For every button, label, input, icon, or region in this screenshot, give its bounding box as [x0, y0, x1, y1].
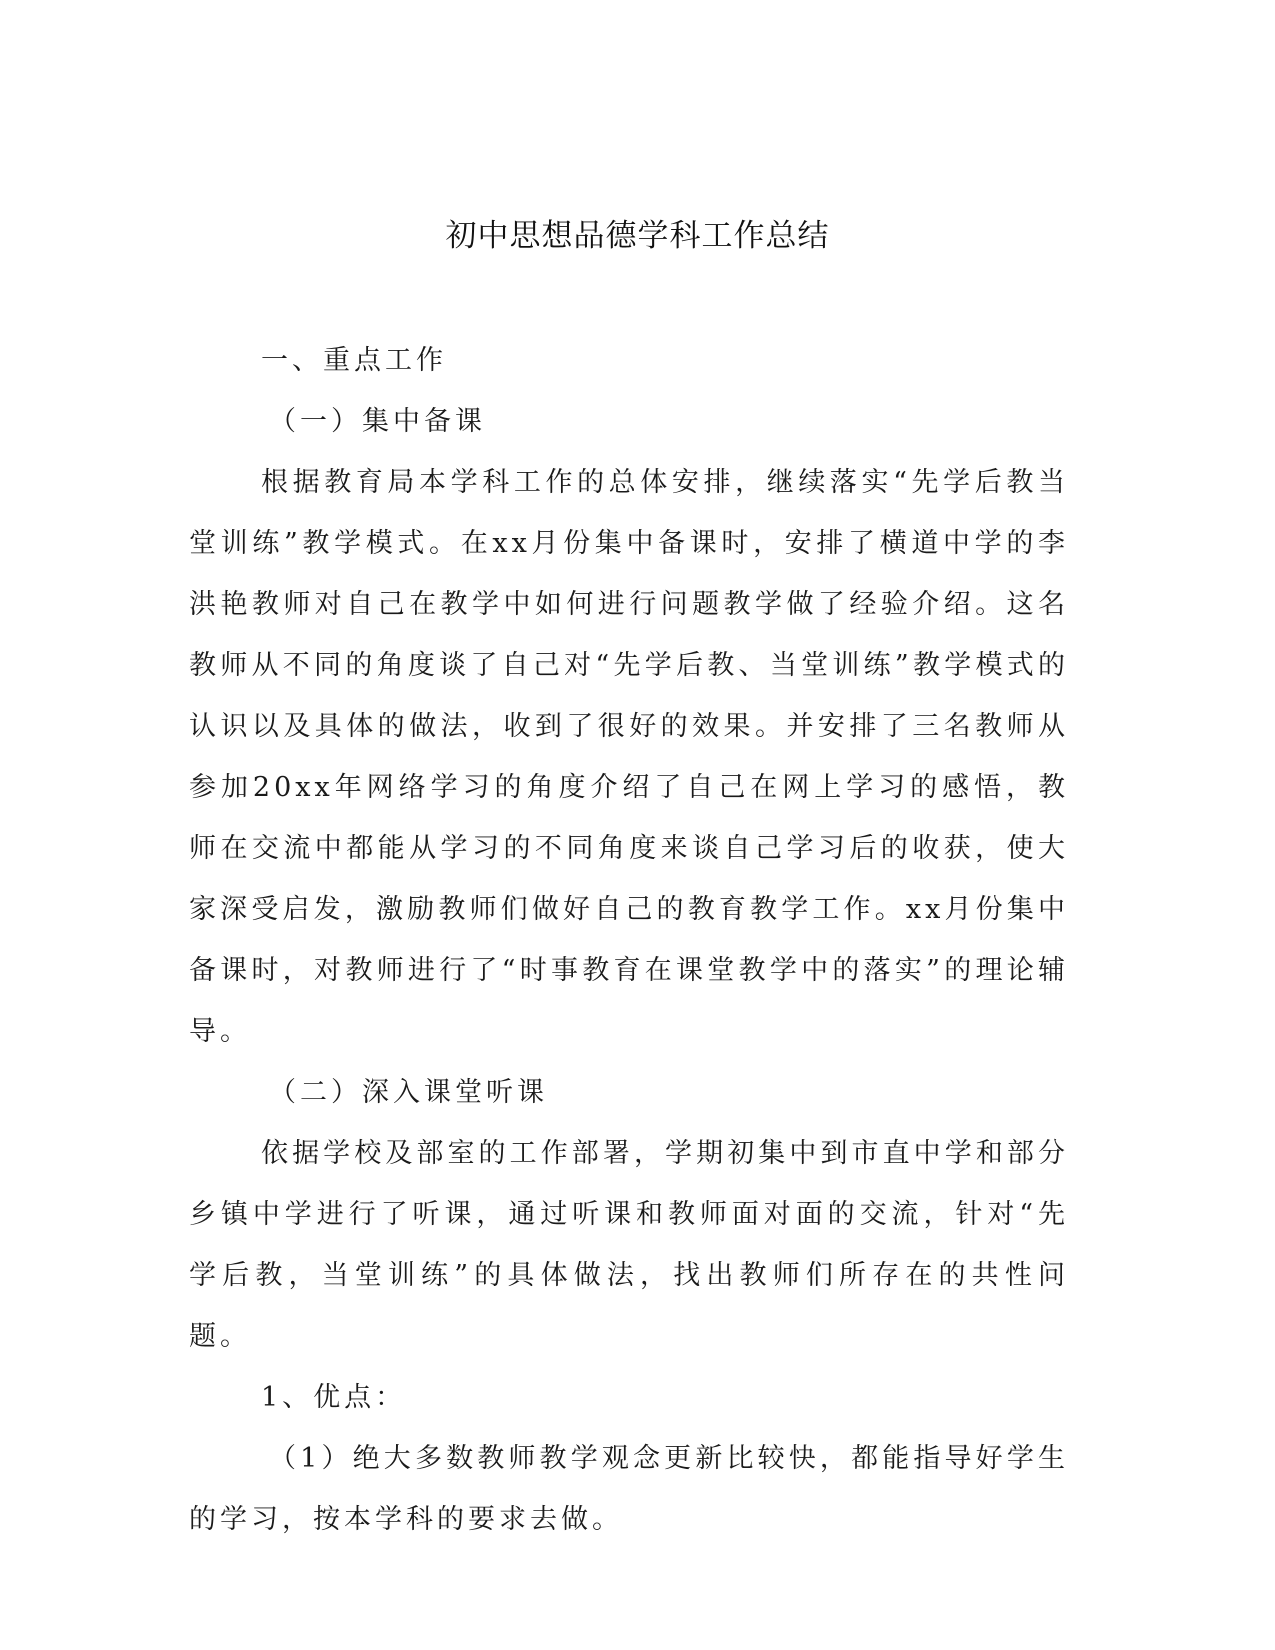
subsection-heading: （二）深入课堂听课	[269, 1077, 548, 1108]
section-heading: 一、重点工作	[261, 345, 447, 376]
document-title: 初中思想品德学科工作总结	[445, 218, 830, 254]
subsection-heading: （一）集中备课	[269, 406, 486, 437]
paragraph: 依据学校及部室的工作部署，学期初集中到市直中学和部分乡镇中学进行了听课，通过听课和教师面对面的交流，针对“先学后教，当堂训练”的具体做法，找出教师们所存在的共性问题。	[189, 1138, 1069, 1352]
item-heading: 1、优点：	[261, 1382, 407, 1413]
item-point: （1）绝大多数教师教学观念更新比较快，都能指导好学生的学习，按本学科的要求去做。	[189, 1443, 1069, 1535]
document-body	[189, 330, 1069, 1550]
paragraph: 根据教育局本学科工作的总体安排，继续落实“先学后教当堂训练”教学模式。在xx月份集中备课时，安排了横道中学的李洪艳教师对自己在教学中如何进行问题教学做了经验介绍。这名教师从不同的角度谈了自己对“先学后教、当堂训练”教学模式的认识以及具体的做法，收到了很好的效果。并安排了三名教师从参加20xx年网络学习的角度介绍了自己在网上学习的感悟，教师在交流中都能从学习的不同角度来谈自己学习后的收获，使大家深受启发，激励教师们做好自己的教育教学工作。xx月份集中备课时，对教师进行了“时事教育在课堂教学中的落实”的理论辅导。	[189, 467, 1069, 1047]
